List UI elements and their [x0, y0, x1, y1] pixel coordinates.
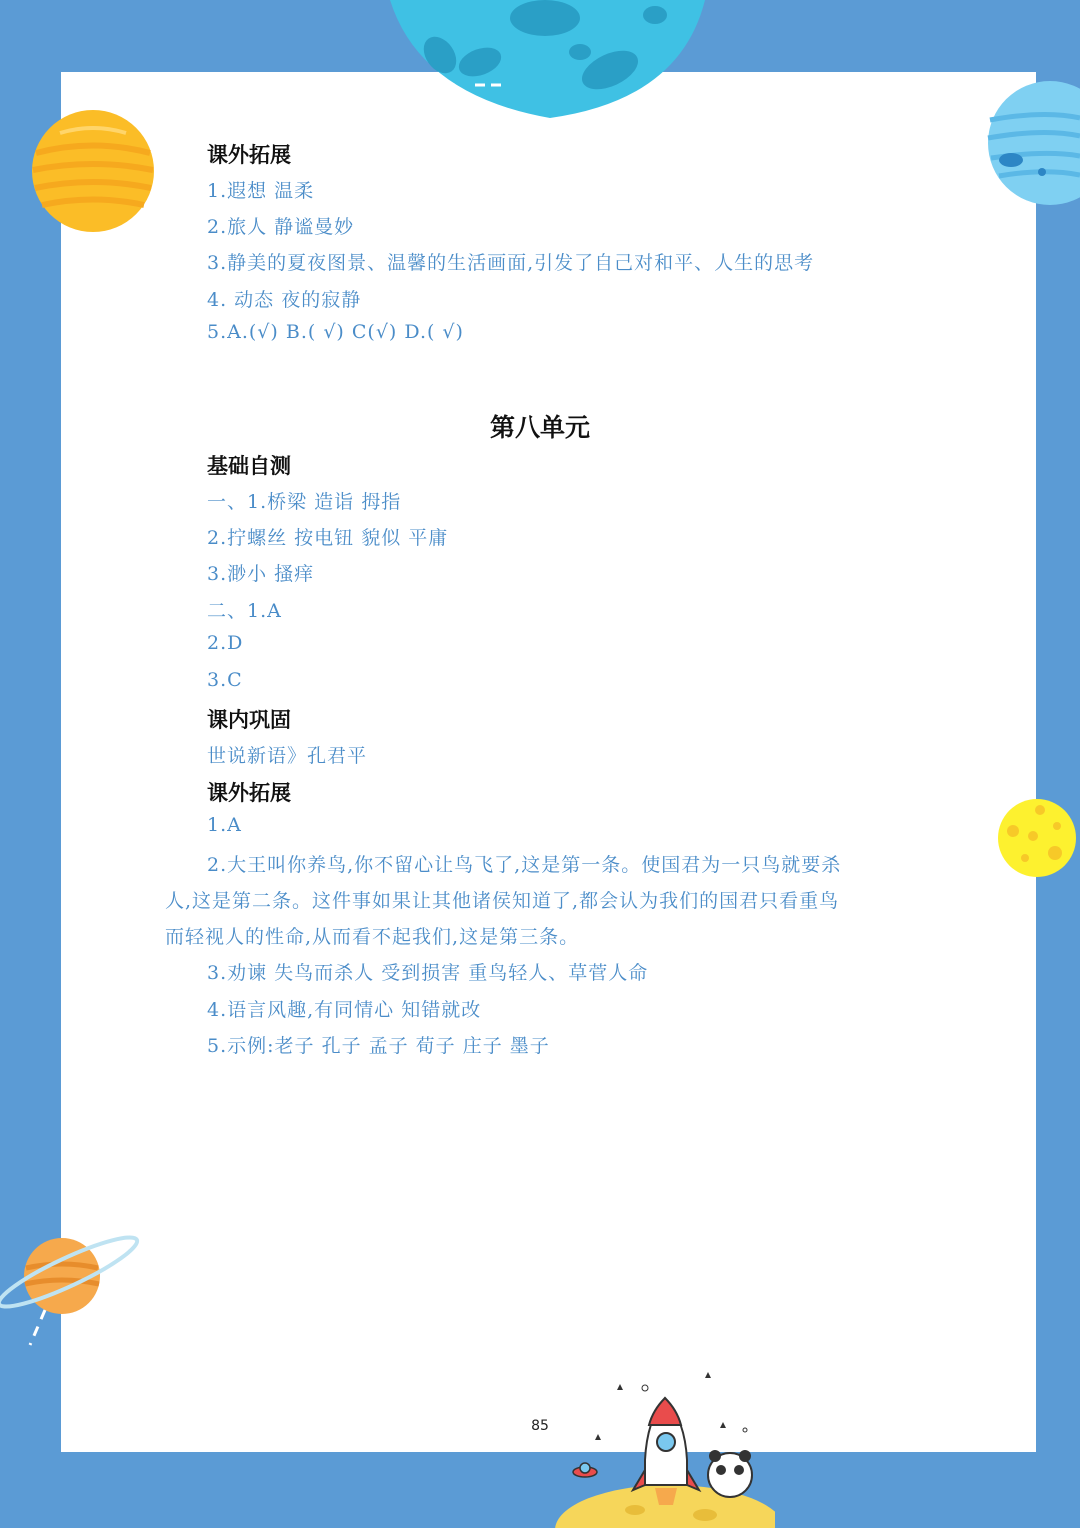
ringed-planet-icon: [0, 1230, 145, 1360]
page-number: 85: [531, 1418, 549, 1434]
answer-line: 3.劝谏 失鸟而杀人 受到损害 重鸟轻人、草菅人命: [207, 962, 649, 984]
answer-line: 3.渺小 搔痒: [207, 563, 315, 585]
section-heading-basic: 基础自测: [207, 454, 291, 478]
unit-title: 第八单元: [489, 413, 590, 442]
answer-line: 世说新语》孔君平: [207, 745, 368, 767]
answer-line: 而轻视人的性命,从而看不起我们,这是第三条。: [165, 926, 580, 948]
answer-line: 人,这是第二条。这件事如果让其他诸侯知道了,都会认为我们的国君只看重鸟: [165, 890, 840, 912]
answer-line: 5.A.(√) B.( √) C(√) D.( √): [207, 321, 464, 343]
section-heading-extension-2: 课外拓展: [207, 781, 291, 805]
blue-planet-icon: [985, 80, 1080, 210]
answer-line: 1.遐想 温柔: [207, 180, 315, 202]
answer-line: 3.静美的夏夜图景、温馨的生活画面,引发了自己对和平、人生的思考: [207, 252, 815, 274]
answer-line: 2.D: [207, 632, 244, 654]
answer-line: 3.C: [207, 669, 243, 691]
section-heading-inclass: 课内巩固: [207, 708, 291, 732]
answer-line: 5.示例:老子 孔子 孟子 荀子 庄子 墨子: [207, 1035, 550, 1057]
answer-line: 1.A: [207, 814, 242, 836]
rocket-panda-illustration: [555, 1370, 775, 1528]
section-heading-extension-1: 课外拓展: [207, 143, 291, 167]
answer-line: 4.语言风趣,有同情心 知错就改: [207, 999, 482, 1021]
answer-line: 一、1.桥梁 造诣 拇指: [207, 491, 402, 513]
answer-line: 2.拧螺丝 按电钮 貌似 平庸: [207, 527, 449, 549]
answer-line: 2.旅人 静谧曼妙: [207, 216, 355, 238]
answer-line: 2.大王叫你养鸟,你不留心让鸟飞了,这是第一条。使国君为一只鸟就要杀: [207, 854, 842, 876]
yellow-planet-icon: [30, 108, 156, 234]
answer-line: 二、1.A: [207, 600, 282, 622]
cratered-moon-icon: [380, 0, 710, 120]
small-yellow-moon-icon: [995, 798, 1080, 880]
answer-line: 4. 动态 夜的寂静: [207, 289, 362, 311]
